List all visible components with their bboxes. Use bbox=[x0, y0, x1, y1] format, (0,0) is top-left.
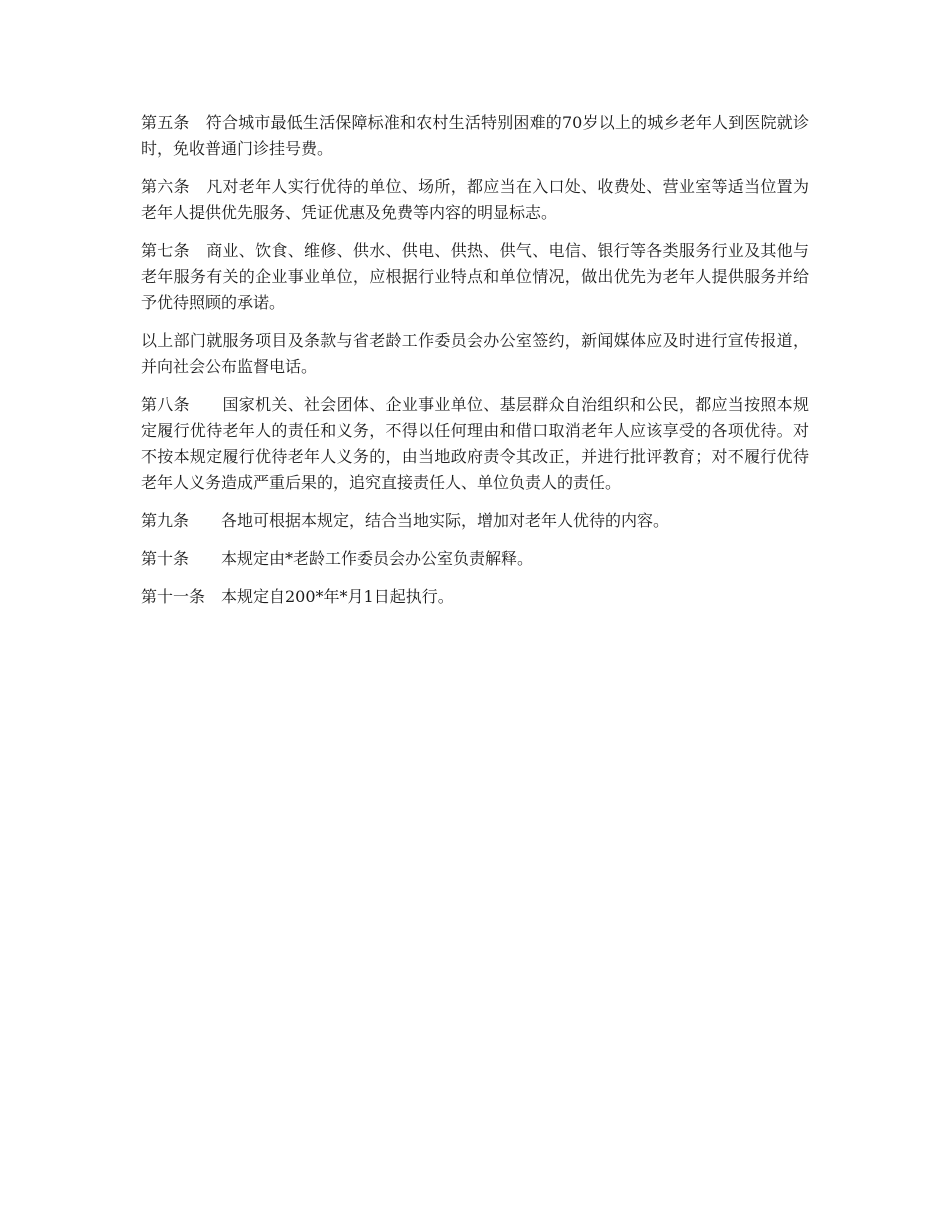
article-6-paragraph: 第六条 凡对老年人实行优待的单位、场所，都应当在入口处、收费处、营业室等适当位置为老年人提供优先服务、凭证优惠及免费等内容的明显标志。 bbox=[141, 177, 809, 222]
article-5-paragraph: 第五条 符合城市最低生活保障标准和农村生活特别困难的70岁以上的城乡老年人到医院就诊时，免收普通门诊挂号费。 bbox=[141, 113, 809, 158]
article-7-paragraph: 第七条 商业、饮食、维修、供水、供电、供热、供气、电信、银行等各类服务行业及其他与老年服务有关的企业事业单位，应根据行业特点和单位情况，做出优先为老年人提供服务并给予优待照顾的承诺。 bbox=[141, 241, 809, 312]
article-11-paragraph: 第十一条 本规定自200*年*月1日起执行。 bbox=[141, 587, 454, 606]
document-body bbox=[141, 110, 809, 622]
article-10-paragraph: 第十条 本规定由*老龄工作委员会办公室负责解释。 bbox=[141, 549, 534, 568]
signing-note-paragraph: 以上部门就服务项目及条款与省老龄工作委员会办公室签约，新闻媒体应及时进行宣传报道，并向社会公布监督电话。 bbox=[141, 331, 809, 376]
article-8-paragraph: 第八条 国家机关、社会团体、企业事业单位、基层群众自治组织和公民，都应当按照本规定履行优待老年人的责任和义务，不得以任何理由和借口取消老年人应该享受的各项优待。对不按本规定履行优待老年人义务的，由当地政府责令其改正，并进行批评教育；对不履行优待老年人义务造成严重后果的，追究直接责任人、单位负责人的责任。 bbox=[141, 395, 809, 492]
article-9-paragraph: 第九条 各地可根据本规定，结合当地实际，增加对老年人优待的内容。 bbox=[141, 511, 670, 530]
